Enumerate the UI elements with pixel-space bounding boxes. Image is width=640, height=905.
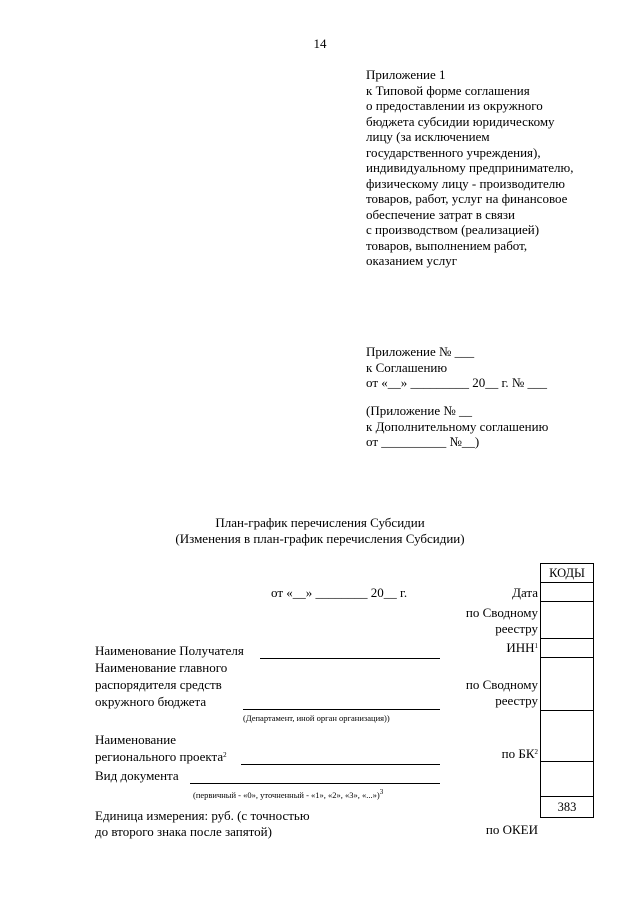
annex-line: обеспечение затрат в связи [366,206,515,222]
codes-table [540,563,594,818]
code-cell-bk[interactable] [541,711,594,762]
label-unit-2: до второго знака после запятой) [95,824,272,839]
code-cell-svod1[interactable] [541,602,594,639]
annex-line: товаров, работ, услуг на финансовое [366,191,568,206]
manager-field[interactable] [243,708,440,710]
title-line: План-график перечисления Субсидии [215,515,425,530]
attachment-line: к Дополнительному соглашению [366,418,549,434]
doctype-hint-text: (первичный - «0», уточненный - «1», «2», «3», «...») [193,790,380,800]
code-cell-date[interactable] [541,583,594,602]
additional-attachment-block [366,403,548,450]
code-cell-okei: 383 [541,797,594,818]
label-bk-text: по БК [501,746,535,761]
label-svod2-a: по Сводному [465,677,538,692]
doctype-field[interactable] [190,782,440,784]
title-subline: (Изменения в план-график перечисления Субсидии) [175,531,465,546]
code-cell-svod2[interactable] [541,658,594,711]
attachment-line: (Приложение № __ [366,403,473,418]
date-line: от «__» ________ 20__ г. [271,585,408,600]
annex-line: индивидуальному предпринимателю, [366,160,574,175]
annex-line: к Типовой форме соглашения [366,82,530,98]
footnote-mark: 1 [534,642,538,650]
annex-line: бюджета субсидии юридическому [366,113,555,129]
label-manager-3: окружного бюджета [95,694,207,709]
attachment-line: Приложение № ___ [366,344,475,359]
label-inn-text: ИНН [506,640,535,655]
attachment-line: от __________ №__) [366,434,480,449]
label-inn [506,640,538,656]
label-date: Дата [512,585,538,600]
label-okei: по ОКЕИ [485,822,538,837]
label-project-2 [95,749,227,765]
manager-hint: (Департамент, иной орган организация)) [243,713,390,723]
label-recipient: Наименование Получателя [95,643,244,658]
label-manager-2: распорядителя средств [95,677,222,692]
label-svod1-a: по Сводному [465,605,538,620]
attachment-line: к Соглашению [366,359,448,375]
footnote-mark: 3 [379,788,384,796]
label-svod2-b: реестру [495,693,538,708]
annex-line: лицу (за исключением [366,129,490,144]
annex-line: товаров, выполнением работ, [366,237,528,253]
label-project-text: регионального проекта [95,749,224,764]
footnote-mark: 2 [223,751,227,759]
label-doctype: Вид документа [95,768,179,783]
label-unit-1: Единица измерения: руб. (с точностью [95,808,310,823]
annex-line: оказанием услуг [366,253,458,268]
document-title [0,515,640,547]
annex-line: с производством (реализацией) [366,222,540,237]
attachment-block [366,344,547,391]
annex-line: Приложение 1 [366,67,446,82]
attachment-line: от «__» _________ 20__ г. № ___ [366,375,548,390]
annex-header [366,67,606,269]
code-cell-doctype[interactable] [541,762,594,797]
annex-line: физическому лицу - производителю [366,175,565,191]
page-number: 14 [313,36,327,51]
label-project-1: Наименование [95,732,176,747]
recipient-field[interactable] [260,657,440,659]
footnote-mark: 2 [534,748,538,756]
annex-line: государственного учреждения), [366,144,541,160]
doctype-hint [193,790,383,800]
label-bk [502,746,538,762]
code-cell-inn[interactable] [541,639,594,658]
label-manager-1: Наименование главного [95,660,228,675]
annex-line: о предоставлении из окружного [366,98,543,113]
codes-header: КОДЫ [541,564,594,583]
label-svod1-b: реестру [495,621,538,636]
project-field[interactable] [241,763,440,765]
